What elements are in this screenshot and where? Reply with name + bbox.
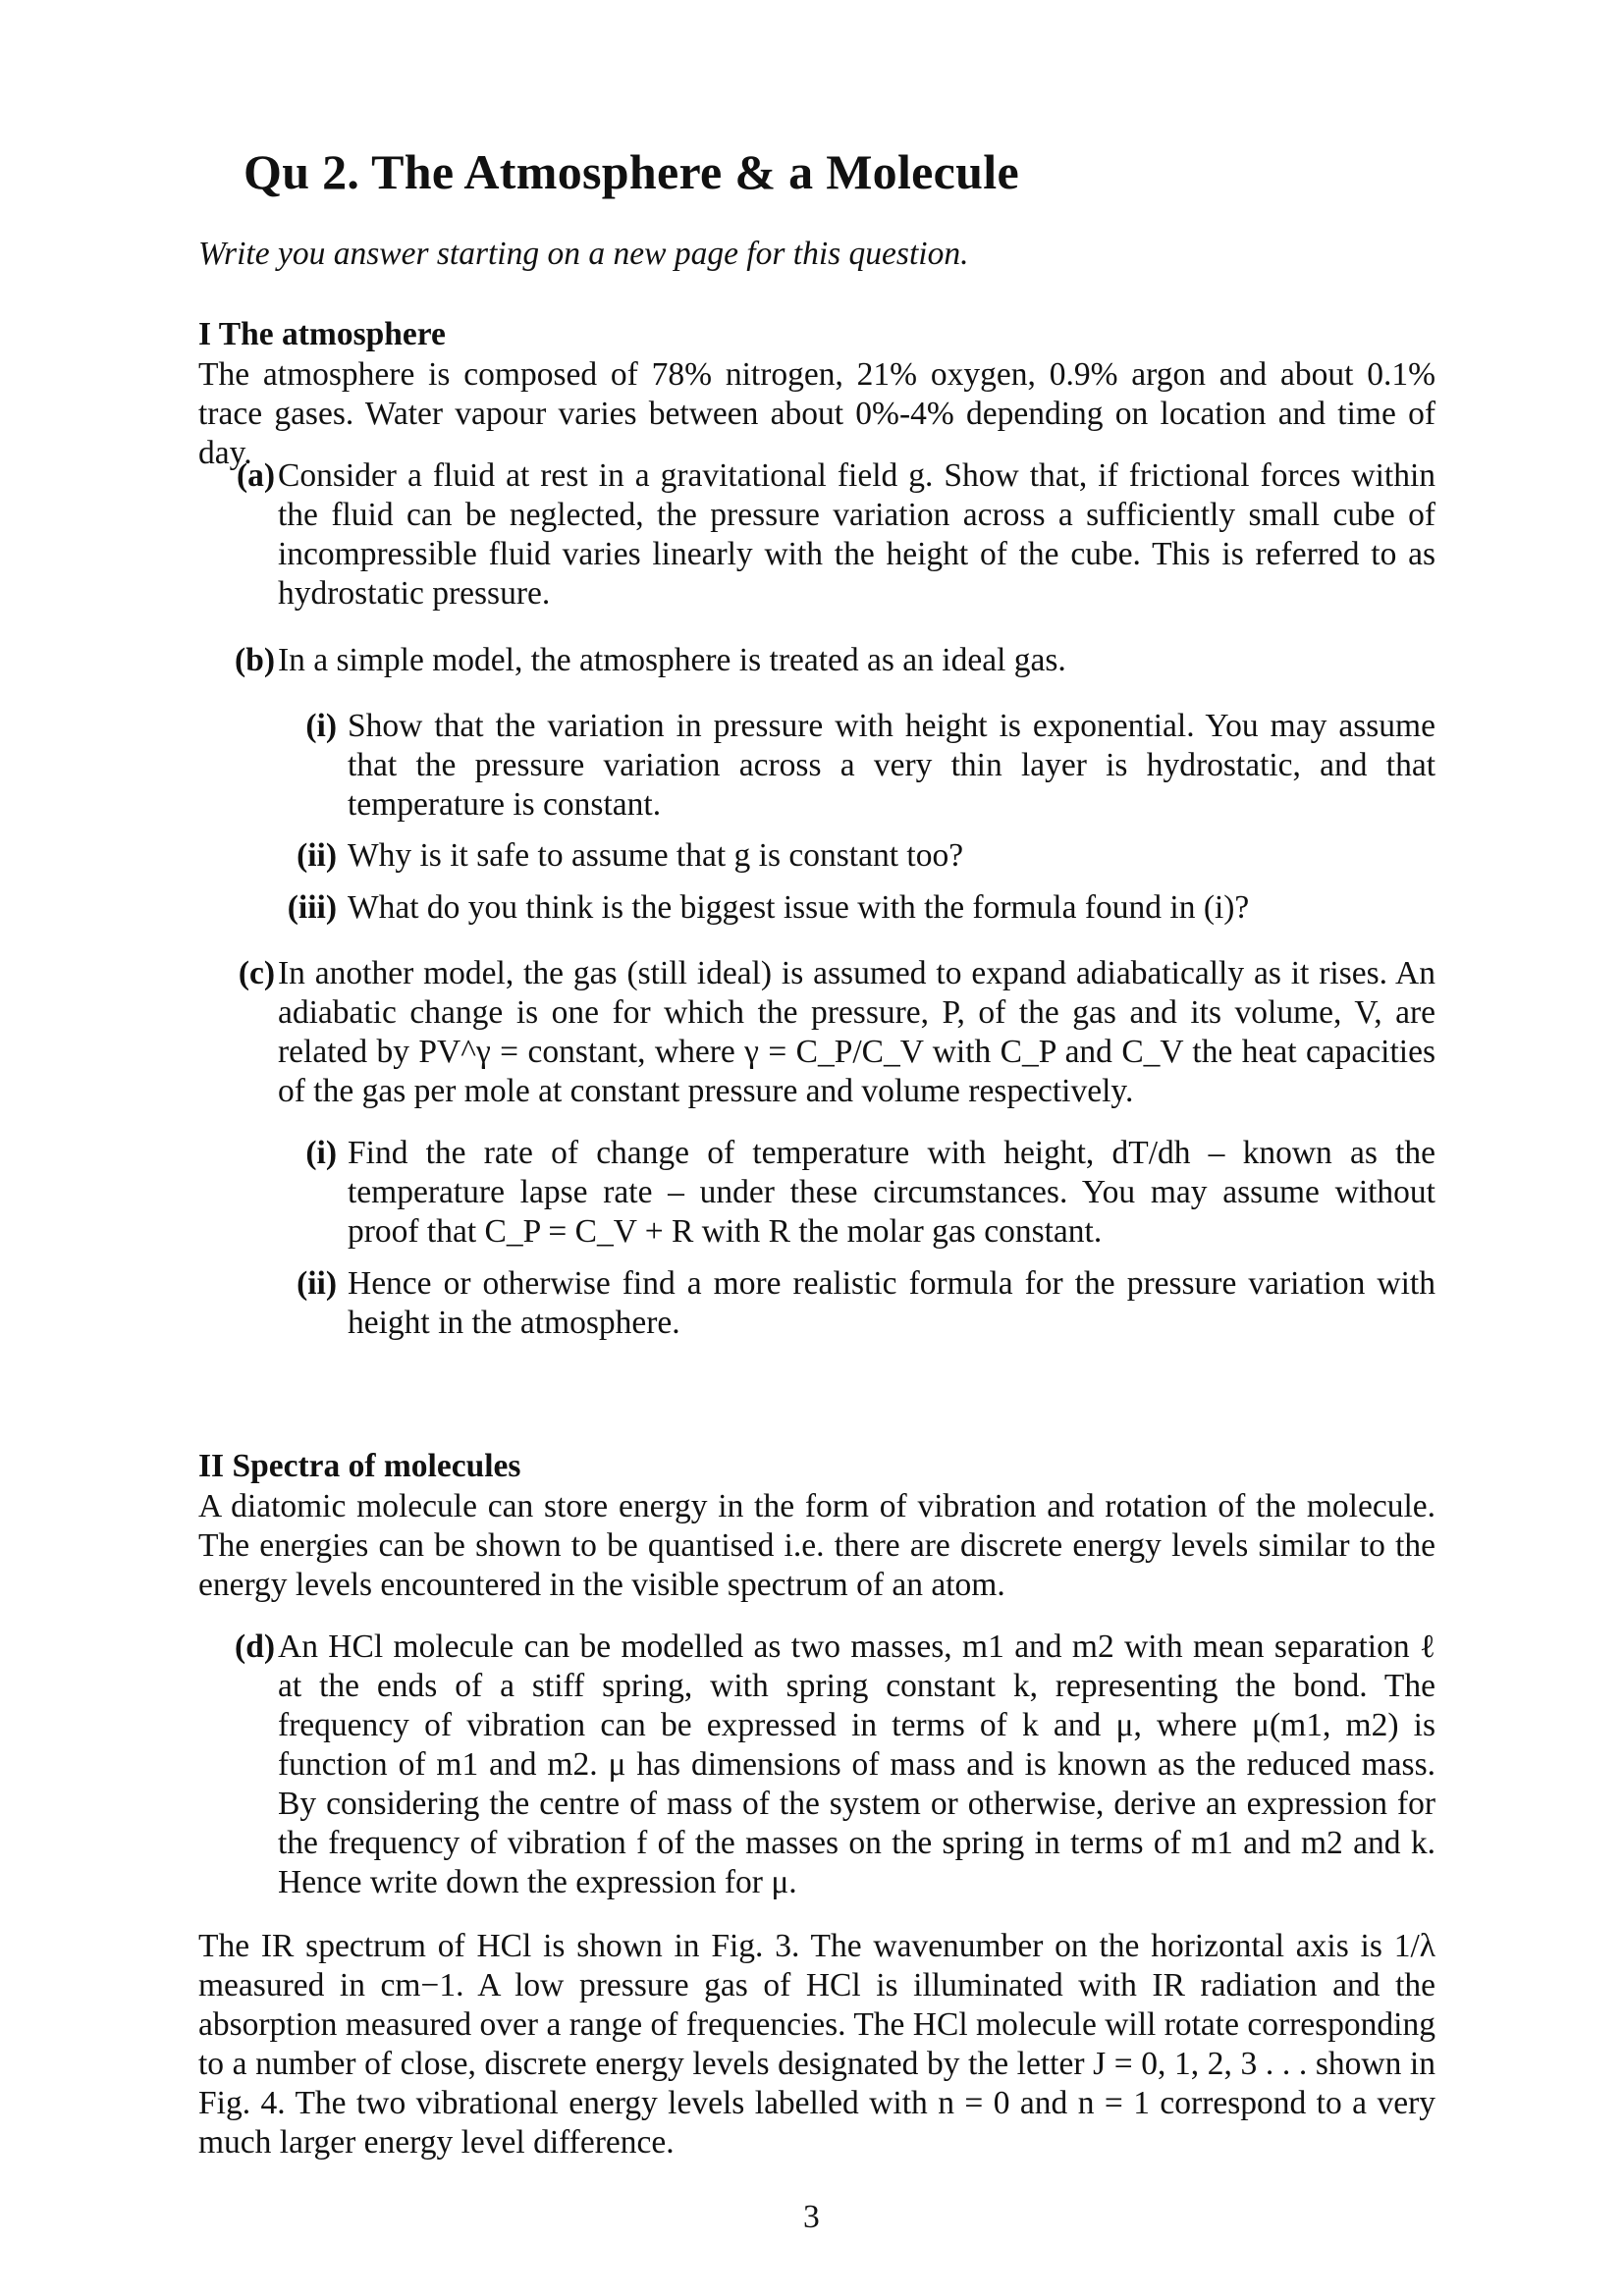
part-c-i-text: Find the rate of change of temperature with height, dT/dh – known as the temperature lapse rate – under these circumstances. You may assume without proof that C_P = C_V + R with R the molar gas constant. bbox=[348, 1135, 1435, 1250]
part-c-i-label: (i) bbox=[305, 1135, 337, 1171]
part-b-i bbox=[280, 707, 1435, 825]
part-c-text: In another model, the gas (still ideal) is assumed to expand adiabatically as it rises. An adiabatic change is one for which the pressure, P, of the gas and its volume, V, are related by PV^γ = constant, where γ = C_P/C_V with C_P and C_V the heat capacities of the gas per mole at constant pressure and volume respectively. bbox=[278, 955, 1435, 1109]
part-b-text: In a simple model, the atmosphere is treated as an ideal gas. bbox=[278, 642, 1066, 678]
part-b-ii-label: (ii) bbox=[297, 837, 337, 874]
page-number: 3 bbox=[803, 2199, 820, 2235]
part-c-label: (c) bbox=[238, 955, 275, 991]
part-b-iii bbox=[280, 888, 1435, 928]
part-a bbox=[198, 456, 1435, 614]
section-heading-atmosphere: I The atmosphere bbox=[198, 316, 446, 352]
part-c-ii-text: Hence or otherwise find a more realistic formula for the pressure variation with height in the atmosphere. bbox=[348, 1265, 1435, 1341]
part-b-iii-text: What do you think is the biggest issue with the formula found in (i)? bbox=[348, 889, 1250, 926]
ir-spectrum-paragraph: The IR spectrum of HCl is shown in Fig. 3. The wavenumber on the horizontal axis is 1/λ measured in cm−1. A low pressure gas of HCl is illuminated with IR radiation and the absorption measured over a range of frequencies. The HCl molecule will rotate corresponding to a number of close, discrete energy levels designated by the letter J = 0, 1, 2, 3 . . . shown in Fig. 4. The two vibrational energy levels labelled with n = 0 and n = 1 correspond to a very much larger energy level difference. bbox=[198, 1928, 1435, 2161]
spectra-intro: A diatomic molecule can store energy in the form of vibration and rotation of the molecule. The energies can be shown to be quantised i.e. there are discrete energy levels similar to the energy levels encountered in the visible spectrum of an atom. bbox=[198, 1488, 1435, 1603]
part-d-text: An HCl molecule can be modelled as two masses, m1 and m2 with mean separation ℓ at the ends of a stiff spring, with spring constant k, representing the bond. The frequency of vibration can be expressed in terms of k and μ, where μ(m1, m2) is function of m1 and m2. μ has dimensions of mass and is known as the reduced mass. By considering the centre of mass of the system or otherwise, derive an expression for the frequency of vibration f of the masses on the spring in terms of m1 and m2 and k. Hence write down the expression for μ. bbox=[278, 1629, 1435, 1900]
part-b-i-text: Show that the variation in pressure with height is exponential. You may assume that the pressure variation across a very thin layer is hydrostatic, and that temperature is constant. bbox=[348, 708, 1435, 823]
part-a-text: Consider a fluid at rest in a gravitational field g. Show that, if frictional forces within the fluid can be neglected, the pressure variation across a sufficiently small cube of incompressible fluid varies linearly with the height of the cube. This is referred to as hydrostatic pressure. bbox=[278, 457, 1435, 612]
part-b bbox=[198, 641, 1435, 680]
section-heading-spectra: II Spectra of molecules bbox=[198, 1448, 521, 1484]
part-b-ii bbox=[280, 836, 1435, 876]
part-b-ii-text: Why is it safe to assume that g is constant too? bbox=[348, 837, 964, 874]
part-c-i bbox=[280, 1134, 1435, 1252]
part-c-ii bbox=[280, 1264, 1435, 1343]
question-title: Qu 2. The Atmosphere & a Molecule bbox=[244, 144, 1019, 199]
part-c-ii-label: (ii) bbox=[297, 1265, 337, 1302]
instruction-text: Write you answer starting on a new page for this question. bbox=[198, 236, 969, 272]
part-b-iii-label: (iii) bbox=[287, 889, 337, 926]
part-b-i-label: (i) bbox=[305, 708, 337, 744]
part-d-label: (d) bbox=[235, 1629, 275, 1665]
part-d bbox=[198, 1628, 1435, 1902]
atmosphere-intro: The atmosphere is composed of 78% nitrogen, 21% oxygen, 0.9% argon and about 0.1% trace gases. Water vapour varies between about 0%-4% depending on location and time of day. bbox=[198, 356, 1435, 471]
part-a-label: (a) bbox=[236, 457, 275, 494]
part-b-label: (b) bbox=[235, 642, 275, 678]
part-c bbox=[198, 954, 1435, 1111]
